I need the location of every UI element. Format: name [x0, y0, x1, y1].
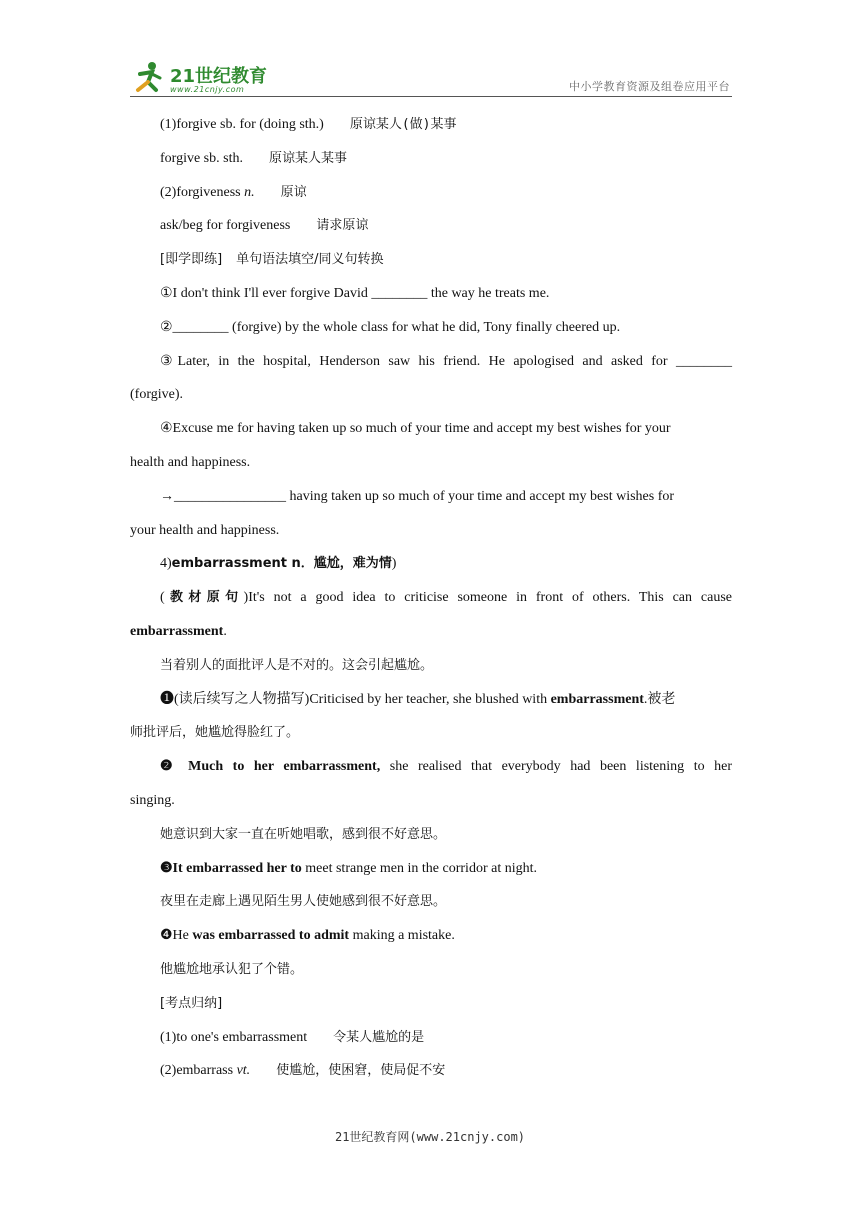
header-divider [130, 96, 732, 97]
textbook-sentence: (教材原句)It's not a good idea to criticise someone in front of others. This can cause [160, 590, 732, 606]
section-summary-heading: [考点归纳] [160, 995, 223, 1011]
line-3: (2)forgiveness n. 原谅 [160, 184, 307, 200]
section-practice-heading: [即学即练] 单句语法填空/同义句转换 [160, 252, 384, 268]
exercise-1: ①I don't think I'll ever forgive David ________ the way he treats me. [160, 285, 550, 301]
exercise-4-cont: health and happiness. [130, 454, 251, 470]
logo-url: www.21cnjy.com [170, 85, 245, 94]
summary-1: (1)to one's embarrassment 令某人尴尬的是 [160, 1029, 425, 1045]
example-1: ❶(读后续写之人物描写)Criticised by her teacher, she blushed with embarrassment.被老 [160, 691, 676, 707]
example-3: ❸It embarrassed her to meet strange men in the corridor at night. [160, 860, 537, 876]
example-3-translation: 夜里在走廊上遇见陌生男人使她感到很不好意思。 [160, 894, 447, 910]
textbook-translation: 当着别人的面批评人是不对的。这会引起尴尬。 [160, 657, 434, 673]
word-heading: 4)embarrassment n．尴尬，难为情) [160, 556, 397, 572]
runner-logo-icon [130, 60, 166, 96]
exercise-3: ③Later, in the hospital, Henderson saw his friend. He apologised and asked for ________ [160, 353, 732, 369]
textbook-sentence-cont: embarrassment. [130, 623, 227, 639]
logo [130, 60, 300, 96]
example-4-translation: 他尴尬地承认犯了个错。 [160, 961, 304, 977]
example-1-cont: 师批评后，她尴尬得脸红了。 [130, 725, 300, 741]
line-2: forgive sb. sth. 原谅某人某事 [160, 150, 347, 166]
example-2-translation: 她意识到大家一直在听她唱歌，感到很不好意思。 [160, 826, 447, 842]
exercise-2: ②________ (forgive) by the whole class for what he did, Tony finally cheered up. [160, 319, 621, 335]
line-4: ask/beg for forgiveness 请求原谅 [160, 218, 369, 234]
example-2: ❷ Much to her embarrassment, she realised that everybody had been listening to her [160, 759, 732, 775]
page-header [130, 56, 730, 96]
summary-2: (2)embarrass vt. 使尴尬，使困窘，使局促不安 [160, 1063, 446, 1079]
document-body [130, 108, 732, 1088]
logo-text: 21世纪教育 [170, 66, 268, 87]
page-footer: 21世纪教育网(www.21cnjy.com) [334, 1130, 526, 1144]
example-4: ❹He was embarrassed to admit making a mistake. [160, 928, 455, 944]
exercise-4: ④Excuse me for having taken up so much of your time and accept my best wishes for your [160, 421, 671, 437]
example-2-cont: singing. [130, 792, 175, 808]
header-tagline: 中小学教育资源及组卷应用平台 [569, 80, 730, 93]
exercise-4-rewrite: →________________ having taken up so much of your time and accept my best wishes for [160, 488, 675, 504]
exercise-3-cont: (forgive). [130, 387, 183, 403]
line-1: (1)forgive sb. for (doing sth.) 原谅某人(做)某事 [160, 117, 457, 132]
exercise-4-rewrite-cont: your health and happiness. [130, 522, 280, 538]
